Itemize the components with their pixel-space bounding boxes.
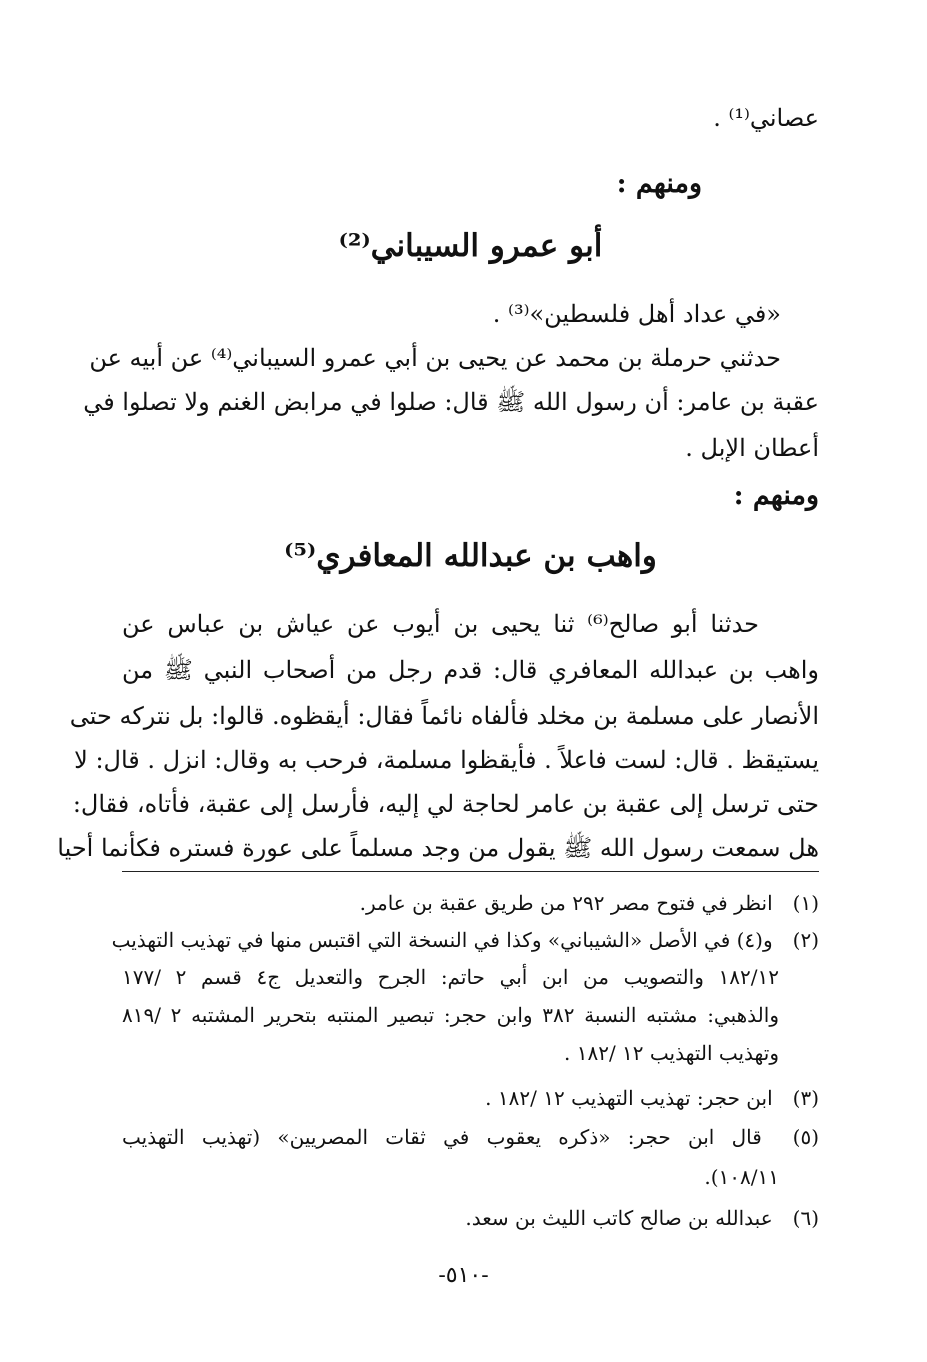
person-name-heading: واهب بن عبدالله المعافري⁽⁵⁾ [284, 538, 657, 574]
body-text-line: أعطان الإبل . [685, 434, 819, 462]
footnote-text: عبدالله بن صالح كاتب الليث بن سعد. [465, 1206, 773, 1230]
page-number: -٥١٠- [438, 1263, 489, 1288]
body-text-line: الأنصار على مسلمة بن مخلد فألفاه نائماً فقال: أيقظوه. قالوا: بل نتركه حتى [69, 702, 819, 730]
continued-text-line: عصاني⁽¹⁾ . [713, 104, 819, 132]
body-text-line: واهب بن عبدالله المعافري قال: قدم رجل من أصحاب النبي ﷺ من [122, 656, 819, 684]
footnote [122, 1083, 819, 1113]
footnote-separator [122, 871, 819, 872]
body-text-line: حتى ترسل إلى عقبة بن عامر لحاجة لي إليه، فأرسل إلى عقبة، فأتاه، فقال: [72, 790, 819, 818]
footnote-continuation: ١٠٨/١١). [704, 1165, 779, 1189]
footnote [122, 888, 819, 918]
body-text-line: يستيقظ . قال: لست فاعلاً . فأيقظوا مسلمة، فرحب به وقال: انزل . قال: لا [74, 746, 819, 774]
footnote-continuation: والذهبي: مشتبه النسبة ٣٨٢ وابن حجر: تبصير المنتبه بتحرير المشتبه ٢ /٨١٩ [122, 1003, 779, 1027]
footnote [111, 925, 819, 955]
section-heading: ومنهم : [616, 168, 702, 199]
footnote-number: (١) [792, 891, 819, 915]
footnote-number: (٢) [792, 928, 819, 952]
footnote-number: (٣) [792, 1086, 819, 1110]
footnote-number: (٥) [792, 1125, 820, 1149]
footnote [122, 1122, 819, 1152]
footnote-continuation: وتهذيب التهذيب ١٢ /١٨٢ . [563, 1041, 779, 1065]
section-heading: ومنهم : [733, 480, 819, 511]
body-text-line: حدثنا أبو صالح⁽⁶⁾ ثنا يحيى بن أيوب عن عياش بن عباس عن [122, 610, 760, 638]
person-group-note: «في عداد أهل فلسطين»⁽³⁾ . [492, 300, 781, 328]
footnote-continuation: ١٨٢/١٢ والتصويب من ابن أبي حاتم: الجرح والتعديل ج٤ قسم ٢ /١٧٧ [122, 965, 779, 989]
footnote [122, 1203, 819, 1233]
footnote-text: ابن حجر: تهذيب التهذيب ١٢ /١٨٢ . [485, 1086, 773, 1110]
person-name-heading: أبو عمرو السيباني⁽²⁾ [338, 228, 603, 264]
footnote-number: (٦) [792, 1206, 819, 1230]
footnote-text: قال ابن حجر: «ذكره يعقوب في ثقات المصريين» (تهذيب التهذيب [122, 1125, 762, 1149]
footnote-text: انظر في فتوح مصر ٢٩٢ من طريق عقبة بن عامر. [359, 891, 773, 915]
body-text-line: هل سمعت رسول الله ﷺ يقول من وجد مسلماً على عورة فستره فكأنما أحيا [57, 834, 819, 862]
footnote-text: و(٤) في الأصل «الشيباني» وكذا في النسخة التي اقتبس منها في تهذيب التهذيب [111, 928, 773, 952]
body-text-line: حدثني حرملة بن محمد عن يحيى بن أبي عمرو السيباني⁽⁴⁾ عن أبيه عن [89, 344, 781, 372]
body-text-line: عقبة بن عامر: أن رسول الله ﷺ قال: صلوا في مرابض الغنم ولا تصلوا في [83, 388, 819, 416]
